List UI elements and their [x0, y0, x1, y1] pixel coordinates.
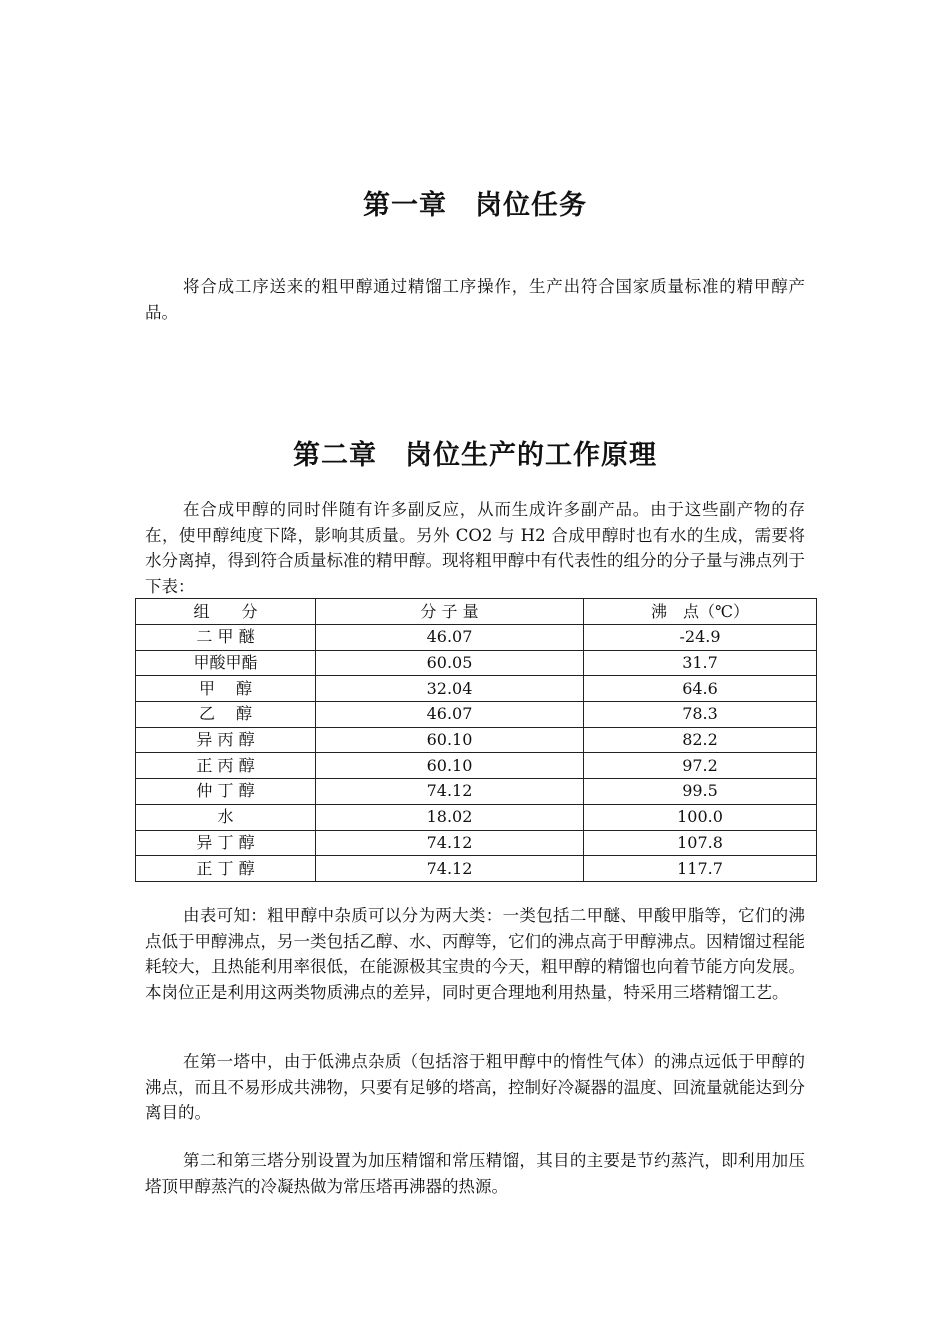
boiling-point-cell: 107.8: [584, 830, 817, 856]
molecular-weight-cell: 74.12: [316, 856, 584, 882]
boiling-point-cell: 31.7: [584, 650, 817, 676]
chapter-2-title: 第二章 岗位生产的工作原理: [293, 440, 657, 471]
molecular-weight-cell: 60.05: [316, 650, 584, 676]
chapter-2-intro: 在合成甲醇的同时伴随有许多副反应，从而生成许多副产品。由于这些副产物的存在，使甲醇纯度下降，影响其质量。另外 CO2 与 H2 合成甲醇时也有水的生成，需要将水分离掉，得到符合质量标准的精甲醇。现将粗甲醇中有代表性的组分的分子量与沸点列于下表：: [145, 500, 805, 596]
molecular-weight-cell: 60.10: [316, 727, 584, 753]
molecular-weight-cell: 74.12: [316, 779, 584, 805]
component-table: [135, 598, 817, 882]
boiling-point-cell: 82.2: [584, 727, 817, 753]
component-cell: 正 丁 醇: [136, 856, 316, 882]
boiling-point-cell: 78.3: [584, 702, 817, 728]
component-cell: 二 甲 醚: [136, 625, 316, 651]
component-cell: 水: [136, 804, 316, 830]
boiling-point-cell: 99.5: [584, 779, 817, 805]
table-row: [136, 856, 817, 882]
component-cell: 异 丙 醇: [136, 727, 316, 753]
boiling-point-cell: 100.0: [584, 804, 817, 830]
chapter-1-title: 第一章 岗位任务: [363, 190, 587, 221]
boiling-point-cell: 97.2: [584, 753, 817, 779]
component-cell: 甲酸甲酯: [136, 650, 316, 676]
table-row: [136, 727, 817, 753]
table-row: [136, 676, 817, 702]
table-row: [136, 830, 817, 856]
table-header-row: [136, 599, 817, 625]
molecular-weight-cell: 32.04: [316, 676, 584, 702]
component-cell: 甲 醇: [136, 676, 316, 702]
chapter-1-paragraph: 将合成工序送来的粗甲醇通过精馏工序操作，生产出符合国家质量标准的精甲醇产品。: [145, 277, 805, 322]
first-tower-paragraph: 在第一塔中，由于低沸点杂质（包括溶于粗甲醇中的惰性气体）的沸点远低于甲醇的沸点，而且不易形成共沸物，只要有足够的塔高，控制好冷凝器的温度、回流量就能达到分离目的。: [145, 1052, 805, 1122]
component-cell: 仲 丁 醇: [136, 779, 316, 805]
component-cell: 正 丙 醇: [136, 753, 316, 779]
boiling-point-cell: 117.7: [584, 856, 817, 882]
table-row: [136, 625, 817, 651]
molecular-weight-cell: 46.07: [316, 625, 584, 651]
second-third-tower-paragraph: 第二和第三塔分别设置为加压精馏和常压精馏，其目的主要是节约蒸汽，即利用加压塔顶甲醇蒸汽的冷凝热做为常压塔再沸器的热源。: [145, 1151, 805, 1196]
table-row: [136, 650, 817, 676]
boiling-point-cell: -24.9: [584, 625, 817, 651]
molecular-weight-cell: 18.02: [316, 804, 584, 830]
component-cell: 异 丁 醇: [136, 830, 316, 856]
molecular-weight-cell: 60.10: [316, 753, 584, 779]
header-component: 组 分: [136, 599, 316, 625]
table-row: [136, 753, 817, 779]
molecular-weight-cell: 74.12: [316, 830, 584, 856]
analysis-paragraph: 由表可知：粗甲醇中杂质可以分为两大类：一类包括二甲醚、甲酸甲脂等，它们的沸点低于甲醇沸点，另一类包括乙醇、水、丙醇等，它们的沸点高于甲醇沸点。因精馏过程能耗较大，且热能利用率很低，在能源极其宝贵的今天，粗甲醇的精馏也向着节能方向发展。本岗位正是利用这两类物质沸点的差异，同时更合理地利用热量，特采用三塔精馏工艺。: [145, 906, 805, 1002]
boiling-point-cell: 64.6: [584, 676, 817, 702]
molecular-weight-cell: 46.07: [316, 702, 584, 728]
table-row: [136, 702, 817, 728]
header-boiling-point: 沸 点（℃）: [584, 599, 817, 625]
component-cell: 乙 醇: [136, 702, 316, 728]
table-row: [136, 779, 817, 805]
header-molecular-weight: 分 子 量: [316, 599, 584, 625]
table-row: [136, 804, 817, 830]
